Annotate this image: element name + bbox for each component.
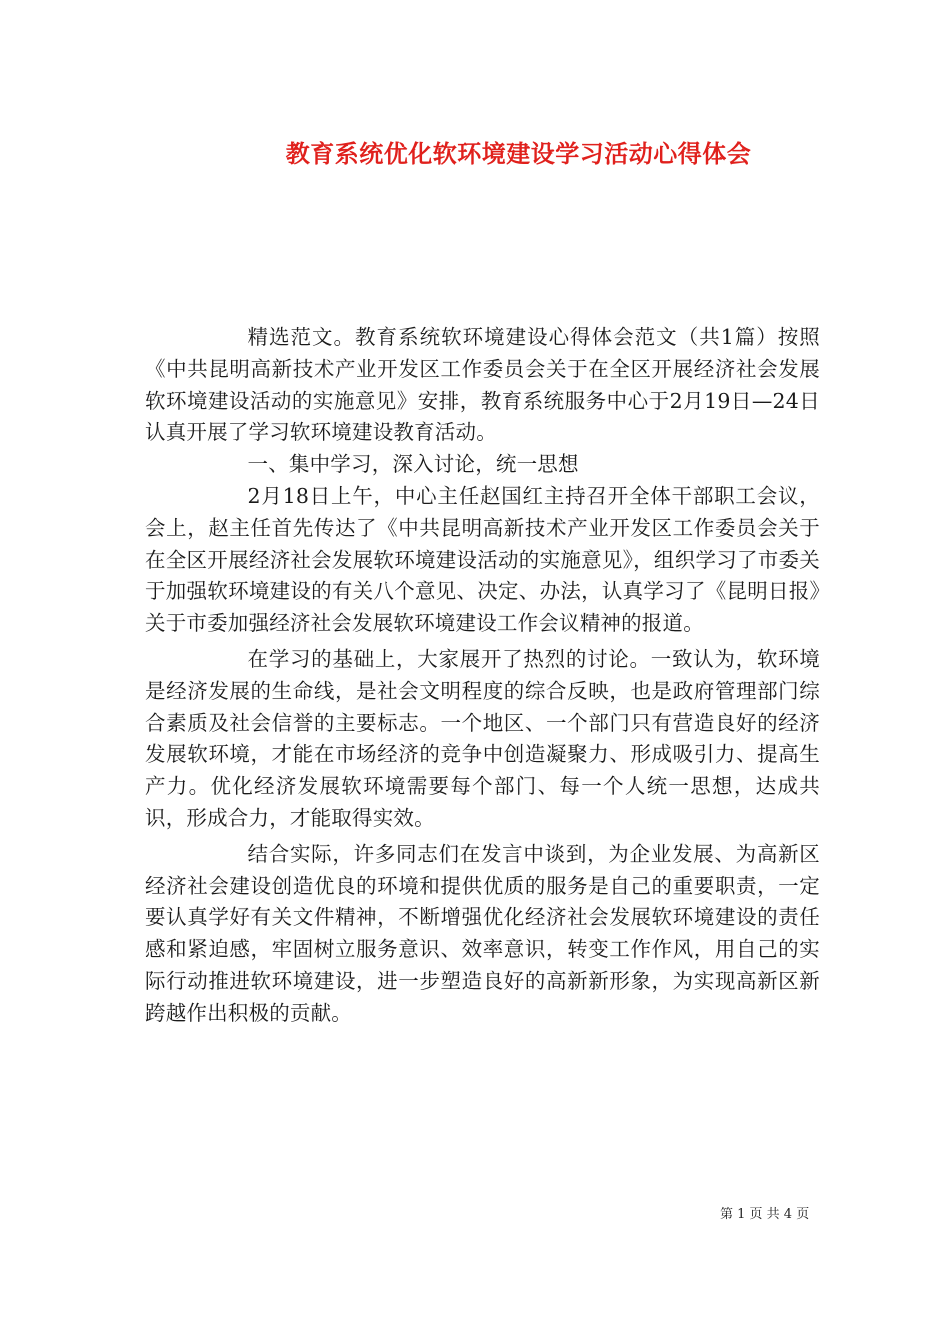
body-paragraph: 在学习的基础上，大家展开了热烈的讨论。一致认为，软环境是经济发展的生命线，是社会文明程度的综合反映，也是政府管理部门综合素质及社会信誉的主要标志。一个地区、一个部门只有营造良好的经济发展软环境，才能在市场经济的竞争中创造凝聚力、形成吸引力、提高生产力。优化经济发展软环境需要每个部门、每一个人统一思想，达成共识，形成合力，才能取得实效。 xyxy=(145,646,820,830)
body-paragraph: 2月18日上午，中心主任赵国红主持召开全体干部职工会议，会上，赵主任首先传达了《中共昆明高新技术产业开发区工作委员会关于在全区开展经济社会发展软环境建设活动的实施意见》，组织学习了市委关于加强软环境建设的有关八个意见、决定、办法，认真学习了《昆明日报》关于市委加强经济社会发展软环境建设工作会议精神的报道。 xyxy=(145,483,820,636)
page-number: 第 1 页 共 4 页 xyxy=(720,1207,810,1222)
document-title: 教育系统优化软环境建设学习活动心得体会 xyxy=(285,139,752,168)
intro-paragraph: 精选范文。教育系统软环境建设心得体会范文（共1篇）按照《中共昆明高新技术产业开发区工作委员会关于在全区开展经济社会发展软环境建设活动的实施意见》安排，教育系统服务中心于2月19日—24日认真开展了学习软环境建设教育活动。 xyxy=(145,325,820,445)
document-body xyxy=(145,322,820,1030)
section-heading: 一、集中学习，深入讨论，统一思想 xyxy=(247,452,579,477)
body-paragraph: 结合实际，许多同志们在发言中谈到，为企业发展、为高新区经济社会建设创造优良的环境和提供优质的服务是自己的重要职责，一定要认真学好有关文件精神，不断增强优化经济社会发展软环境建设的责任感和紧迫感，牢固树立服务意识、效率意识，转变工作作风，用自己的实际行动推进软环境建设，进一步塑造良好的高新新形象，为实现高新区新跨越作出积极的贡献。 xyxy=(145,841,820,1025)
